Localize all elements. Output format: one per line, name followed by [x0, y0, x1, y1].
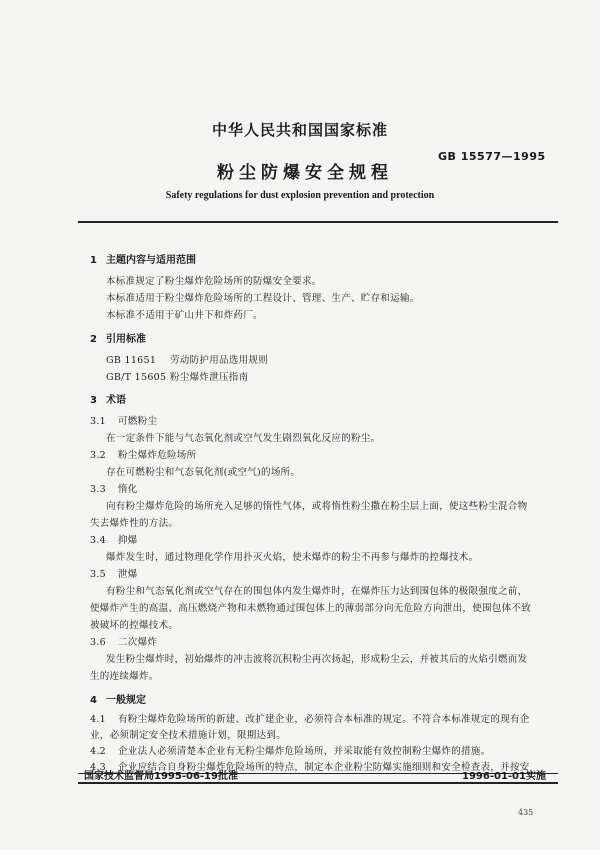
- reference-item: [106, 352, 268, 366]
- term-name: 粉尘爆炸危险场所: [118, 450, 197, 461]
- clause-number: 4.3: [90, 762, 107, 773]
- term-heading: [90, 447, 196, 461]
- english-title: Safety regulations for dust explosion prevention and protection: [165, 190, 435, 201]
- standard-number: GB 15577—1995: [438, 150, 546, 163]
- term-definition-line: 爆炸发生时，通过物理化学作用扑灭火焰，使未爆炸的粉尘不再参与爆炸的控爆技术。: [106, 552, 479, 563]
- term-definition-line: 被破坏的控爆技术。: [90, 620, 179, 631]
- header-divider: [78, 221, 558, 223]
- term-definition-line: 存在可燃粉尘和气态氧化剂(或空气)的场所。: [106, 467, 301, 478]
- reference-title: 粉尘爆炸泄压指南: [170, 372, 249, 383]
- reference-title: 劳动防护用品选用规则: [170, 355, 269, 366]
- term-definition-line: 在一定条件下能与气态氧化剂或空气发生剧烈氧化反应的粉尘。: [106, 433, 381, 444]
- clause-text: 企业应结合自身粉尘爆炸危险场所的特点，制定本企业粉尘防爆实施细则和安全检查表，并按安: [118, 762, 530, 773]
- term-number: 3.3: [90, 484, 107, 495]
- section-3-heading: [90, 391, 126, 406]
- term-number: 3.5: [90, 569, 107, 580]
- section-title: 一般规定: [106, 695, 146, 706]
- section-number: 2: [90, 334, 97, 345]
- term-definition-line: 向有粉尘爆炸危险的场所充入足够的惰性气体，或将惰性粉尘撒在粉尘层上面，使这些粉尘混合物: [106, 501, 528, 512]
- section-number: 1: [90, 255, 97, 266]
- term-name: 抑爆: [118, 535, 138, 546]
- standard-type-title: 中华人民共和国国家标准: [211, 121, 388, 139]
- term-number: 3.4: [90, 535, 107, 546]
- term-name: 惰化: [118, 484, 138, 495]
- clause-text: 企业法人必须清楚本企业有无粉尘爆炸危险场所，并采取能有效控制粉尘爆炸的措施。: [118, 746, 491, 757]
- term-definition-line: 使爆炸产生的高温、高压燃烧产物和未燃物通过围包体上的薄弱部分向无危险方向泄出，使围包体不致: [90, 603, 532, 614]
- page-number: 435: [518, 808, 534, 817]
- paragraph-line: 本标准适用于粉尘爆炸危险场所的工程设计、管理、生产、贮存和运输。: [106, 293, 420, 304]
- clause-line: [90, 759, 530, 773]
- clause-text: 有粉尘爆炸危险场所的新建、改扩建企业，必须符合本标准的规定。不符合本标准规定的现有企: [118, 714, 530, 725]
- section-2-heading: [90, 330, 146, 345]
- approval-note: 国家技术监督局1995-06-19批准: [84, 771, 238, 782]
- section-number: 3: [90, 395, 97, 406]
- clause-line: [90, 711, 530, 725]
- clause-number: 4.2: [90, 746, 107, 757]
- section-number: 4: [90, 695, 97, 706]
- paragraph-line: 本标准不适用于矿山井下和炸药厂。: [106, 310, 263, 321]
- term-heading: [90, 566, 138, 580]
- term-number: 3.6: [90, 637, 107, 648]
- term-name: 泄爆: [118, 569, 138, 580]
- document-title: 粉尘防爆安全规程: [217, 163, 393, 183]
- section-title: 引用标准: [106, 334, 146, 345]
- term-heading: [90, 413, 157, 427]
- term-heading: [90, 481, 138, 495]
- term-heading: [90, 634, 157, 648]
- section-1-heading: [90, 251, 196, 266]
- clause-line: 业，必须制定安全技术措施计划，限期达到。: [90, 730, 287, 741]
- term-heading: [90, 532, 138, 546]
- section-title: 术语: [106, 395, 126, 406]
- paragraph-line: 本标准规定了粉尘爆炸危险场所的防爆安全要求。: [106, 276, 322, 287]
- section-4-heading: [90, 691, 146, 706]
- section-title: 主题内容与适用范围: [106, 255, 196, 266]
- term-definition-line: 生的连续爆炸。: [90, 671, 159, 682]
- term-name: 可燃粉尘: [118, 416, 158, 427]
- reference-item: [106, 369, 248, 383]
- clause-line: [90, 743, 490, 757]
- term-number: 3.2: [90, 450, 107, 461]
- term-number: 3.1: [90, 416, 107, 427]
- footer-divider-bottom: [78, 782, 558, 784]
- term-name: 二次爆炸: [118, 637, 158, 648]
- clause-number: 4.1: [90, 714, 107, 725]
- term-definition-line: 失去爆炸性的方法。: [90, 518, 179, 529]
- term-definition-line: 有粉尘和气态氧化剂或空气存在的围包体内发生爆炸时，在爆炸压力达到围包体的极限强度之前，: [106, 586, 528, 597]
- reference-code: GB 11651: [106, 355, 157, 366]
- term-definition-line: 发生粉尘爆炸时，初始爆炸的冲击波将沉积粉尘再次扬起，形成粉尘云，并被其后的火焰引燃而发: [106, 654, 528, 665]
- reference-code: GB/T 15605: [106, 372, 167, 383]
- effective-date: 1996-01-01实施: [462, 771, 546, 782]
